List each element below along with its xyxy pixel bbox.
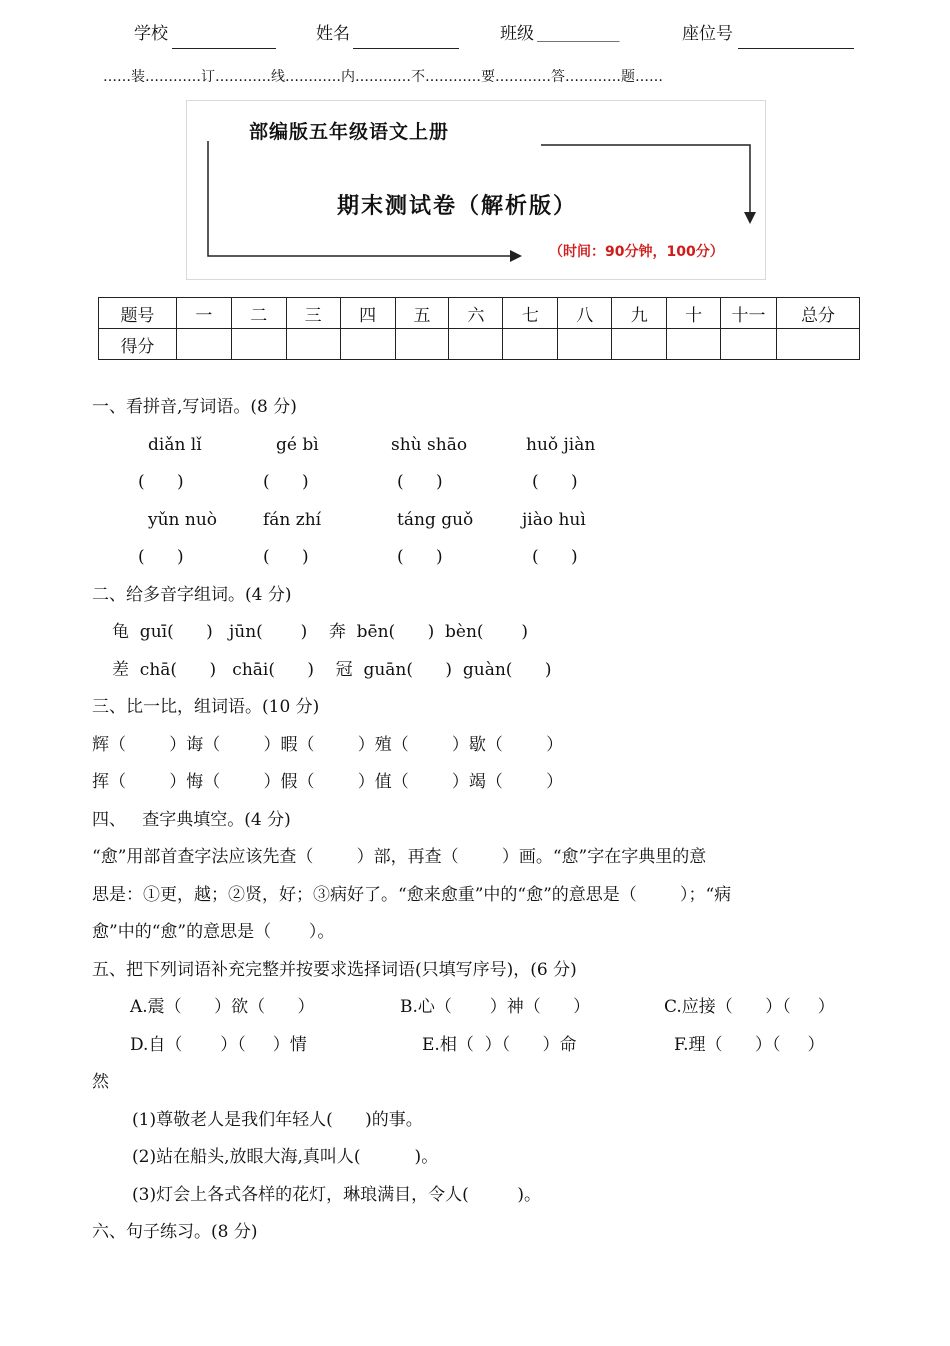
q5-option-f[interactable]: F.理（ ）（ ） [674, 1035, 825, 1055]
answer-blank[interactable]: ( ) [532, 547, 578, 567]
q5-option-b[interactable]: B.心（ ）神（ ） [400, 997, 591, 1017]
q6-heading: 六、句子练习。(8 分) [92, 1222, 258, 1242]
answer-blank[interactable]: ( ) [397, 547, 443, 567]
answer-blank[interactable]: ( ) [397, 472, 443, 492]
score-input-cell[interactable] [558, 329, 612, 360]
seal-line: ……装…………订…………线…………内…………不…………要…………答…………题…… [103, 69, 663, 85]
seat-blank[interactable] [738, 48, 854, 49]
class-label: 班级 [500, 24, 534, 44]
table-cell: 一 [176, 298, 231, 329]
score-input-cell[interactable] [503, 329, 558, 360]
school-blank[interactable] [172, 48, 276, 49]
q2-heading: 二、给多音字组词。(4 分) [92, 585, 292, 605]
q4-paragraph-line[interactable]: 愈”中的“愈”的意思是（ ）。 [92, 922, 335, 942]
answer-blank[interactable]: ( ) [138, 547, 184, 567]
q5-option-c[interactable]: C.应接（ ）（ ） [664, 997, 835, 1017]
score-input-cell[interactable] [612, 329, 667, 360]
score-input-cell[interactable] [176, 329, 231, 360]
score-input-cell[interactable] [395, 329, 449, 360]
seat-label: 座位号 [682, 24, 733, 44]
q5-sentence[interactable]: (2)站在船头,放眼大海,真叫人( )。 [132, 1147, 439, 1167]
table-cell: 六 [449, 298, 503, 329]
exam-subtitle: 部编版五年级语文上册 [249, 121, 450, 143]
score-input-cell[interactable] [721, 329, 777, 360]
q1-heading: 一、看拼音,写词语。(8 分) [92, 397, 297, 417]
answer-blank[interactable]: ( ) [138, 472, 184, 492]
pinyin-item: gé bì [276, 435, 319, 455]
score-table-header-row [99, 298, 860, 329]
pinyin-item: shù shāo [391, 435, 468, 455]
q5-heading: 五、把下列词语补充完整并按要求选择词语(只填写序号)，(6 分) [92, 960, 577, 980]
q4-heading: 四、 查字典填空。(4 分) [92, 810, 291, 830]
pinyin-item: huǒ jiàn [526, 435, 596, 455]
answer-blank[interactable]: ( ) [532, 472, 578, 492]
score-input-cell[interactable] [777, 329, 860, 360]
answer-blank[interactable]: ( ) [263, 547, 309, 567]
exam-title: 期末测试卷（解析版） [337, 194, 578, 219]
pinyin-item: fán zhí [263, 510, 322, 530]
name-label: 姓名 [316, 24, 350, 44]
score-input-cell[interactable] [231, 329, 286, 360]
q4-paragraph-line[interactable]: “愈”用部首查字法应该先查（ ）部，再查（ ）画。“愈”字在字典里的意 [92, 847, 707, 867]
table-cell: 三 [286, 298, 340, 329]
q2-line-2[interactable]: 差 chā( ) chāi( ) 冠 guān( ) guàn( ) [112, 660, 552, 680]
q4-paragraph-line[interactable]: 思是：①更，越；②贤，好；③病好了。“愈来愈重”中的“愈”的意思是（ ）；“病 [92, 885, 732, 905]
time-note: （时间：90分钟，100分） [549, 244, 724, 260]
school-label: 学校 [134, 24, 168, 44]
score-input-cell[interactable] [286, 329, 340, 360]
name-blank[interactable] [353, 48, 459, 49]
title-box [186, 100, 766, 280]
q3-line-1[interactable]: 辉（ ）诲（ ）暇（ ）殖（ ）歇（ ） [92, 735, 564, 755]
table-cell: 得分 [99, 329, 177, 360]
q5-option-e[interactable]: E.相（ ）（ ）命 [422, 1035, 577, 1055]
q5-sentence[interactable]: (3)灯会上各式各样的花灯，琳琅满目，令人( )。 [132, 1185, 541, 1205]
table-cell: 二 [231, 298, 286, 329]
score-input-cell[interactable] [449, 329, 503, 360]
pinyin-item: jiào huì [522, 510, 586, 530]
q5-sentence[interactable]: (1)尊敬老人是我们年轻人( )的事。 [132, 1110, 423, 1130]
q5-option-d[interactable]: D.自（ ）（ ）情 [130, 1035, 307, 1055]
table-cell: 十一 [721, 298, 777, 329]
answer-blank[interactable]: ( ) [263, 472, 309, 492]
table-cell: 十 [667, 298, 721, 329]
table-cell: 题号 [99, 298, 177, 329]
pinyin-item: yǔn nuò [148, 510, 218, 530]
table-cell: 八 [558, 298, 612, 329]
table-cell: 七 [503, 298, 558, 329]
pinyin-item: táng guǒ [397, 510, 474, 530]
table-cell: 九 [612, 298, 667, 329]
q5-option-f-wrap: 然 [92, 1072, 109, 1092]
q5-option-a[interactable]: A.震（ ）欲（ ） [130, 997, 315, 1017]
score-input-cell[interactable] [667, 329, 721, 360]
table-cell: 总分 [777, 298, 860, 329]
table-cell: 四 [340, 298, 395, 329]
q3-heading: 三、比一比，组词语。(10 分) [92, 697, 320, 717]
score-table [98, 297, 860, 360]
table-cell: 五 [395, 298, 449, 329]
score-input-cell[interactable] [340, 329, 395, 360]
pinyin-item: diǎn lǐ [148, 435, 202, 455]
score-table-score-row [99, 329, 860, 360]
class-blank[interactable]: ___________ [537, 24, 620, 42]
q3-line-2[interactable]: 挥（ ）悔（ ）假（ ）值（ ）竭（ ） [92, 772, 564, 792]
q2-line-1[interactable]: 龟 guī( ) jūn( ) 奔 bēn( ) bèn( ) [112, 622, 529, 642]
